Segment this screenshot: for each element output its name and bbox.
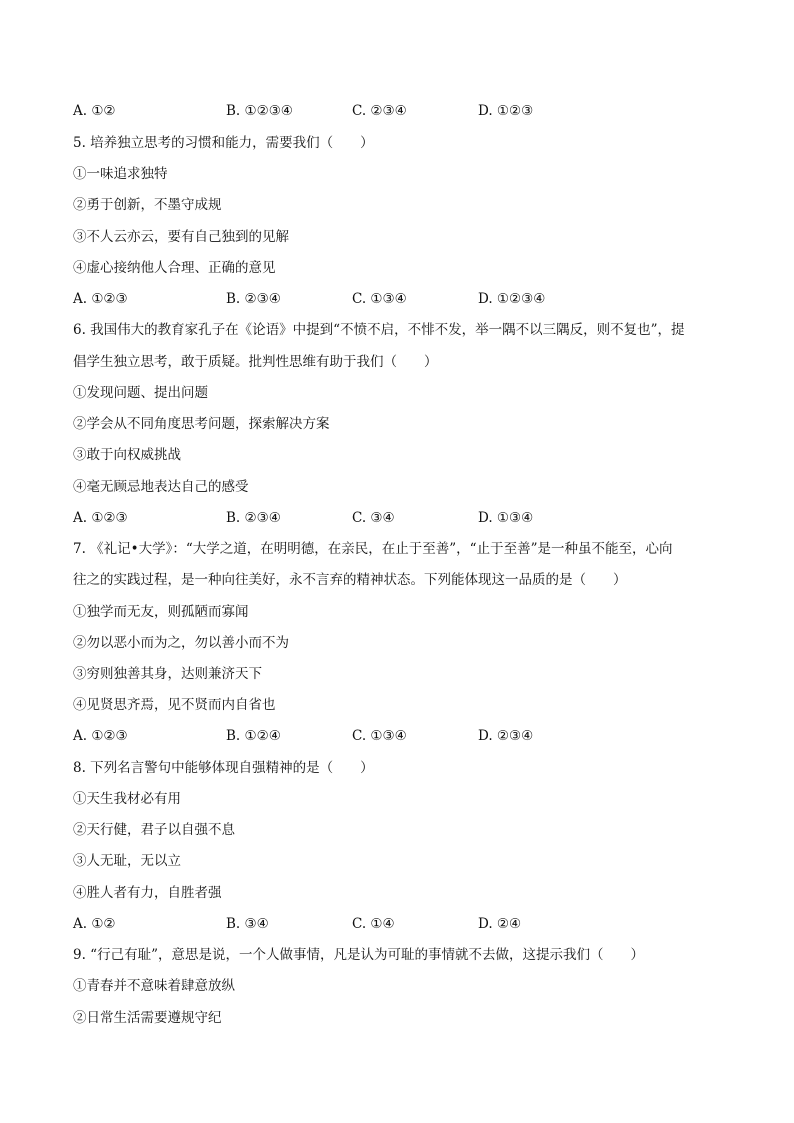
q8-item-1: ①天生我材必有用 (73, 791, 181, 807)
q7-item-3: ③穷则独善其身，达则兼济天下 (73, 666, 262, 682)
q6-option-c[interactable]: C. ③④ (352, 510, 395, 526)
q6-options (73, 508, 733, 528)
q7-option-c[interactable]: C. ①③④ (352, 728, 407, 744)
q6-option-b[interactable]: B. ②③④ (226, 510, 281, 526)
q8-option-b[interactable]: B. ③④ (226, 916, 269, 932)
q4-option-b[interactable]: B. ①②③④ (226, 103, 293, 119)
q7-item-2: ②勿以恶小而为之，勿以善小而不为 (73, 635, 289, 651)
q4-option-a[interactable]: A. ①② (73, 103, 116, 119)
q8-item-3: ③人无耻，无以立 (73, 853, 181, 869)
q5-item-2: ②勇于创新，不墨守成规 (73, 197, 222, 213)
q4-option-c[interactable]: C. ②③④ (352, 103, 407, 119)
q7-option-b[interactable]: B. ①②④ (226, 728, 281, 744)
q8-option-d[interactable]: D. ②④ (478, 916, 522, 932)
q4-option-d[interactable]: D. ①②③ (478, 103, 534, 119)
q9-item-1: ①青春并不意味着肆意放纵 (73, 978, 235, 994)
q7-item-1: ①独学而无友，则孤陋而寡闻 (73, 604, 249, 620)
q5-item-3: ③不人云亦云，要有自己独到的见解 (73, 229, 289, 245)
q5-item-4: ④虚心接纳他人合理、正确的意见 (73, 260, 276, 276)
q8-stem: 8. 下列名言警句中能够体现自强精神的是（ ） (73, 760, 374, 776)
q9-stem: 9. “行己有耻”，意思是说，一个人做事情，凡是认为可耻的事情就不去做，这提示我们（ ） (73, 947, 644, 963)
q8-option-c[interactable]: C. ①④ (352, 916, 395, 932)
q5-options (73, 289, 733, 309)
q7-stem-line-1: 7. 《礼记•大学》：“大学之道，在明明德，在亲民，在止于至善”，“止于至善”是一种虽不能至，心向 (73, 541, 673, 557)
q5-option-d[interactable]: D. ①②③④ (478, 291, 546, 307)
q7-option-d[interactable]: D. ②③④ (478, 728, 534, 744)
q6-item-3: ③敢于向权威挑战 (73, 447, 181, 463)
q6-item-2: ②学会从不同角度思考问题，探索解决方案 (73, 416, 330, 432)
q6-item-1: ①发现问题、提出问题 (73, 385, 208, 401)
q4-options (73, 101, 733, 121)
q5-item-1: ①一味追求独特 (73, 166, 168, 182)
q7-stem-line-2: 往之的实践过程，是一种向往美好，永不言弃的精神状态。下列能体现这一品质的是（ ） (73, 572, 627, 588)
q8-option-a[interactable]: A. ①② (73, 916, 116, 932)
q8-options (73, 914, 733, 934)
q5-stem: 5. 培养独立思考的习惯和能力，需要我们（ ） (73, 135, 374, 151)
q6-item-4: ④毫无顾忌地表达自己的感受 (73, 479, 249, 495)
q7-item-4: ④见贤思齐焉，见不贤而内自省也 (73, 697, 276, 713)
q8-item-2: ②天行健，君子以自强不息 (73, 822, 235, 838)
q6-option-d[interactable]: D. ①③④ (478, 510, 534, 526)
q6-option-a[interactable]: A. ①②③ (73, 510, 128, 526)
q6-stem-line-1: 6. 我国伟大的教育家孔子在《论语》中提到“不愤不启，不悱不发，举一隅不以三隅反，则不复也”，提 (73, 322, 685, 338)
q5-option-b[interactable]: B. ②③④ (226, 291, 281, 307)
q7-options (73, 726, 733, 746)
q6-stem-line-2: 倡学生独立思考，敢于质疑。批判性思维有助于我们（ ） (73, 354, 438, 370)
q7-option-a[interactable]: A. ①②③ (73, 728, 128, 744)
q5-option-c[interactable]: C. ①③④ (352, 291, 407, 307)
q8-item-4: ④胜人者有力，自胜者强 (73, 885, 222, 901)
q5-option-a[interactable]: A. ①②③ (73, 291, 128, 307)
q9-item-2: ②日常生活需要遵规守纪 (73, 1010, 222, 1026)
